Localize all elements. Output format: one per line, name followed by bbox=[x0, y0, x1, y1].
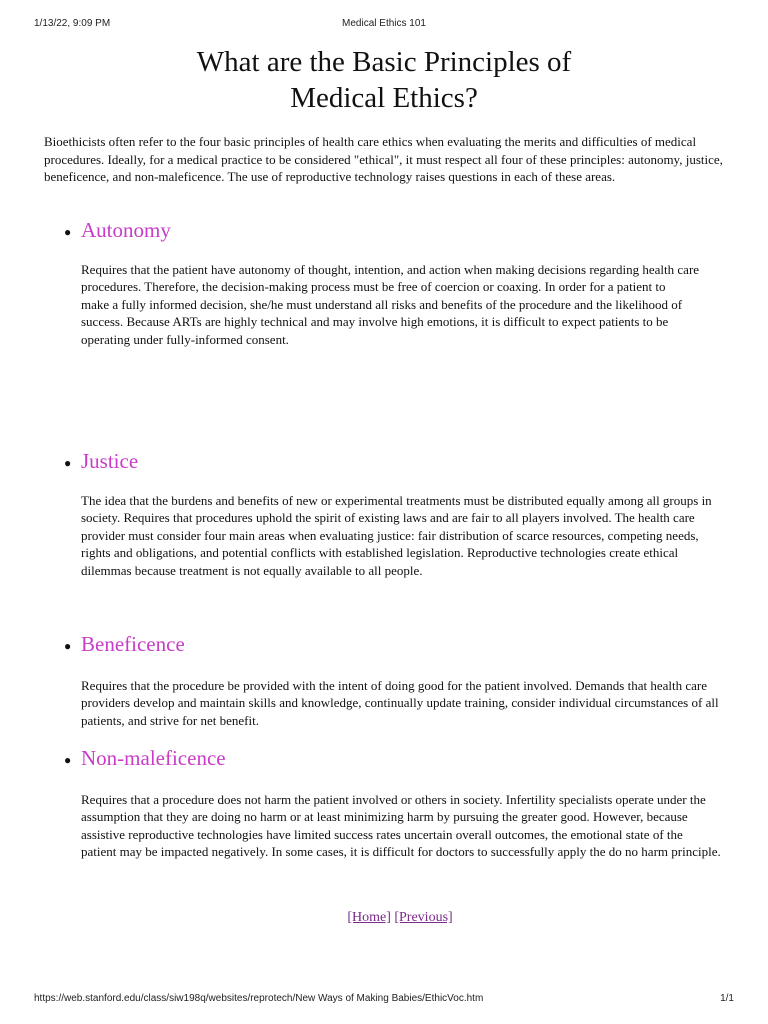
bullet-icon: ● bbox=[64, 455, 72, 470]
bottom-nav bbox=[0, 910, 768, 926]
justice-paragraph-2: society. Requires that procedures uphold the spirit of existing laws and are fair to all players involved. The health care provider must consider four main areas when evaluating justice: fair distribution of scarce resources, competing needs, rights and obligations, and potential conflicts with established legislation. Reproductive technologies create ethical dilemmas because treatment is not equally available to all people. bbox=[81, 510, 699, 578]
section-title-beneficence: Beneficence bbox=[81, 632, 185, 656]
bullet-icon: ● bbox=[64, 752, 72, 767]
print-footer bbox=[34, 993, 734, 1004]
justice-paragraph-1: The idea that the burdens and benefits of new or experimental treatments must be distributed equally among all groups in bbox=[81, 493, 712, 508]
section-title-autonomy: Autonomy bbox=[81, 218, 171, 242]
intro-paragraph: Bioethicists often refer to the four basic principles of health care ethics when evaluating the merits and difficulties of medical procedures. Ideally, for a medical practice to be considered "ethical", it must respect all four of these principles: autonomy, justice, beneficence, and non-maleficence. The use of reproductive technology raises questions in each of these areas. bbox=[44, 134, 723, 184]
non-maleficence-paragraph-2: assistive reproductive technologies have limited success rates uncertain overall outcomes, the emotional state of the patient may be impacted negatively. In some cases, it is difficult for doctors to successfully apply the do no harm principle. bbox=[81, 826, 721, 860]
page-title-line-1: What are the Basic Principles of bbox=[196, 46, 572, 78]
autonomy-line: procedures. Therefore, the decision-making process must be free of coercion or coaxing. In order for a patient to bbox=[81, 279, 666, 295]
print-url: https://web.stanford.edu/class/siw198q/websites/reprotech/New Ways of Making Babies/EthicVoc.htm bbox=[34, 993, 484, 1004]
section-title-non-maleficence: Non-maleficence bbox=[81, 746, 226, 770]
section-heading-autonomy bbox=[64, 218, 171, 243]
page-title bbox=[0, 44, 768, 116]
autonomy-line: operating under fully-informed consent. bbox=[81, 331, 289, 347]
print-page-number: 1/1 bbox=[720, 993, 734, 1004]
autonomy-line: Requires that the patient have autonomy of thought, intention, and action when making decisions regarding health care bbox=[81, 262, 700, 277]
bullet-icon: ● bbox=[64, 224, 72, 239]
autonomy-text bbox=[44, 261, 704, 348]
print-header bbox=[34, 18, 734, 29]
justice-text bbox=[81, 492, 729, 579]
non-maleficence-paragraph-1: Requires that a procedure does not harm the patient involved or others in society. Infertility specialists operate under the assumption that they are doing no harm or at least minimizing harm by pursuing the greater good. However, because bbox=[81, 792, 706, 825]
non-maleficence-text bbox=[81, 791, 721, 861]
print-datetime: 1/13/22, 9:09 PM bbox=[34, 18, 111, 29]
beneficence-text: Requires that the procedure be provided with the intent of doing good for the patient involved. Demands that health care providers develop and maintain skills and knowledge, continually update training, consider individual circumstances of all patients, and strive for net benefit. bbox=[81, 678, 719, 728]
home-link[interactable]: [Home] bbox=[347, 910, 391, 925]
section-heading-beneficence bbox=[64, 632, 185, 657]
page-title-line-2: Medical Ethics? bbox=[290, 82, 478, 114]
section-heading-non-maleficence bbox=[64, 746, 226, 771]
bullet-icon: ● bbox=[64, 638, 72, 653]
print-page-title: Medical Ethics 101 bbox=[342, 18, 426, 29]
autonomy-line: make a fully informed decision, she/he must understand all risks and benefits of the procedure and the likelihood of bbox=[81, 296, 683, 312]
previous-link[interactable]: [Previous] bbox=[394, 910, 453, 925]
section-heading-justice bbox=[64, 449, 138, 474]
section-title-justice: Justice bbox=[81, 449, 139, 473]
autonomy-line: success. Because ARTs are highly technical and may involve high emotions, it is difficult to expect patients to be bbox=[81, 314, 669, 330]
